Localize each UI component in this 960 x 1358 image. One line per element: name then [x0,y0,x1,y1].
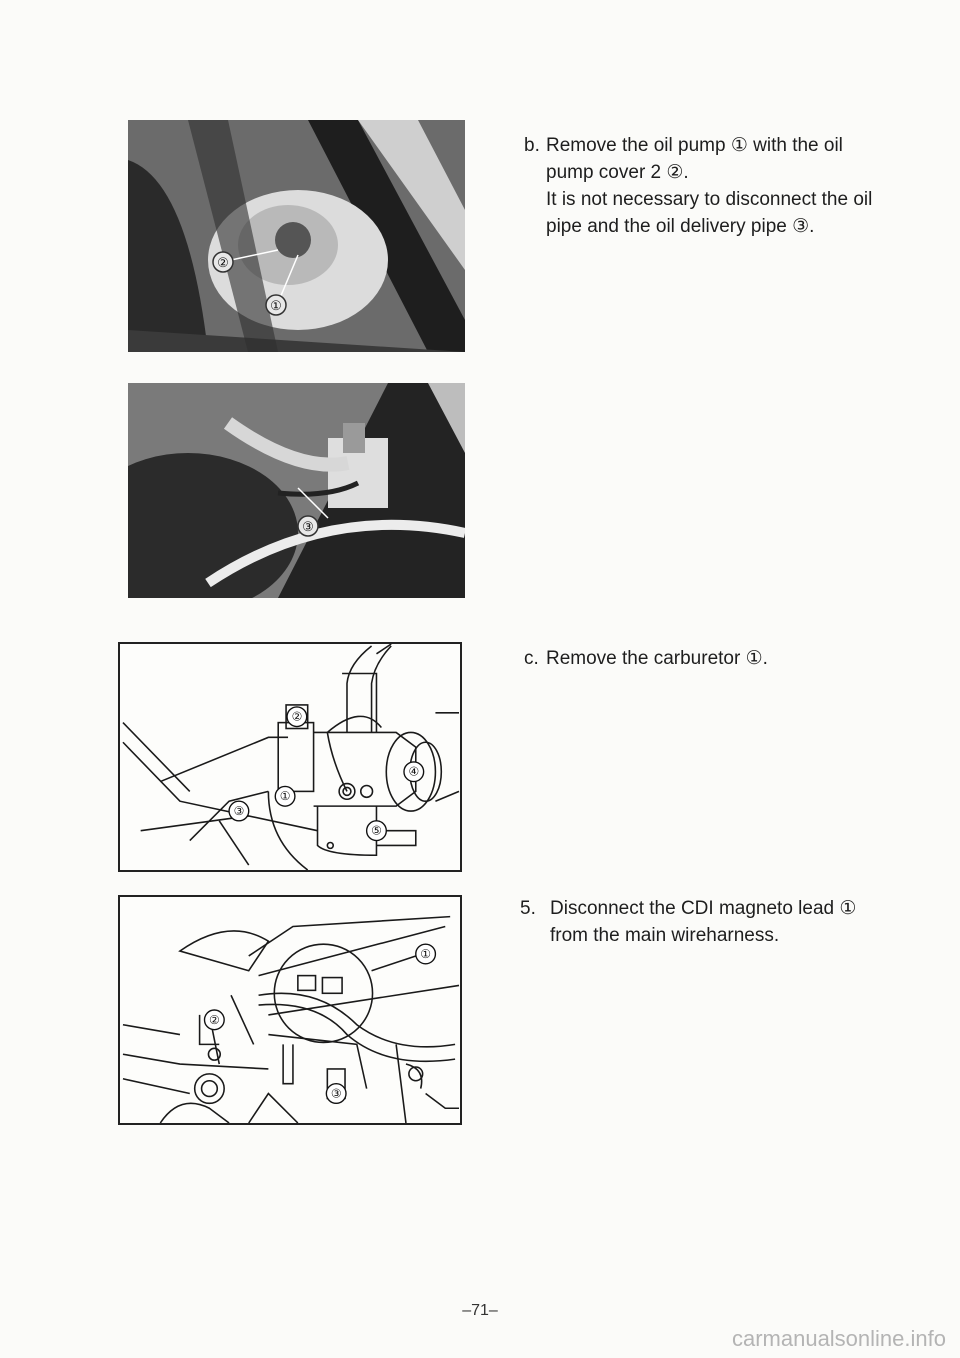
drawing-carburetor-graphic [120,644,460,870]
drawing-cdi-lead [118,895,462,1125]
drawing-cdi-lead-graphic [120,897,460,1123]
step-b [524,132,872,240]
step-label: 5. [520,898,536,919]
step-text: from the main wireharness. [550,925,780,946]
photo-oil-delivery-pipe-graphic [128,383,465,598]
step-5 [520,895,856,949]
step-text: Disconnect the CDI magneto lead ① [550,898,857,919]
step-c-line-1 [524,645,768,672]
page-number: –71– [462,1302,498,1319]
callout-label: ③ [233,804,245,818]
step-text: pipe and the oil delivery pipe ③. [546,216,815,237]
callout-label: ② [217,255,229,270]
photo-oil-pump-graphic [128,120,465,352]
step-5-line-1 [520,895,856,922]
callout-label: ③ [302,519,314,534]
callout-label: ① [270,298,282,313]
step-b-line-1 [524,132,872,159]
step-text: Remove the carburetor ①. [546,648,768,669]
photo-oil-delivery-pipe [128,383,465,598]
watermark: carmanualsonline.info [731,1326,946,1351]
callout-label: ④ [408,765,420,779]
drawing-carburetor [118,642,462,872]
step-text: It is not necessary to disconnect the oil [546,189,873,210]
step-label: c. [524,648,539,669]
callout-label: ① [279,790,291,804]
callout-label: ② [291,710,303,724]
step-c [524,645,768,672]
step-text: pump cover 2 ②. [546,162,689,183]
callout-label: ② [209,1013,220,1027]
step-label: b. [524,135,540,156]
step-text: Remove the oil pump ① with the oil [546,135,843,156]
photo-oil-pump [128,120,465,352]
callout-label: ① [420,947,431,961]
callout-label: ⑤ [371,824,382,838]
callout-label: ③ [330,1087,342,1101]
